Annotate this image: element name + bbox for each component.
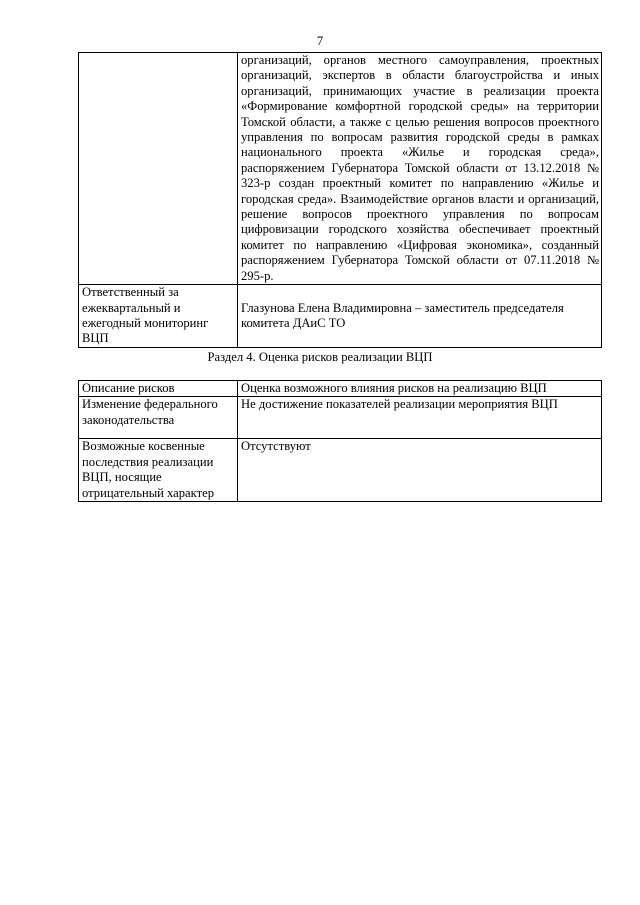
table-row bbox=[79, 285, 602, 348]
table-header-row bbox=[79, 381, 602, 397]
interaction-description-cell: организаций, органов местного самоуправления, проектных организаций, экспертов в области благоустройства и иных организаций, принимающих участие в реализации проекта «Формирование комфортной городской среды» на территории Томской области, а также с целью решения вопросов проектного управления по вопросам развития городской среды в рамках национального проекта «Жилье и городская среда», распоряжением Губернатора Томской области от 13.12.2018 № 323-р создан проектный комитет по направлению «Жилье и городская среда». Взаимодействие органов власти и организаций, решение вопросов проектного управления по вопросам цифровизации городского хозяйства обеспечивает проектный комитет по направлению «Цифровая экономика», созданный распоряжением Губернатора Томской области от 07.11.2018 № 295-р. bbox=[238, 53, 602, 285]
section-title: Раздел 4. Оценка рисков реализации ВЦП bbox=[207, 350, 433, 364]
risk-impact-cell: Не достижение показателей реализации мероприятия ВЦП bbox=[238, 397, 602, 439]
page-number: 7 bbox=[316, 34, 324, 48]
monitoring-responsible-value: Глазунова Елена Владимировна – заместитель председателя комитета ДАиС ТО bbox=[238, 285, 602, 348]
risk-assessment-table bbox=[78, 380, 602, 502]
row-label-cell bbox=[79, 53, 238, 285]
risk-description-cell: Изменение федерального законодательства bbox=[79, 397, 238, 439]
program-info-table bbox=[78, 52, 602, 348]
table-row bbox=[79, 439, 602, 502]
header-risk-description: Описание рисков bbox=[79, 381, 238, 397]
header-risk-impact: Оценка возможного влияния рисков на реализацию ВЦП bbox=[238, 381, 602, 397]
risk-description-cell: Возможные косвенные последствия реализации ВЦП, носящие отрицательный характер bbox=[79, 439, 238, 502]
table-row bbox=[79, 397, 602, 439]
monitoring-responsible-label: Ответственный за ежеквартальный и ежегодный мониторинг ВЦП bbox=[79, 285, 238, 348]
risk-impact-cell: Отсутствуют bbox=[238, 439, 602, 502]
table-row bbox=[79, 53, 602, 285]
